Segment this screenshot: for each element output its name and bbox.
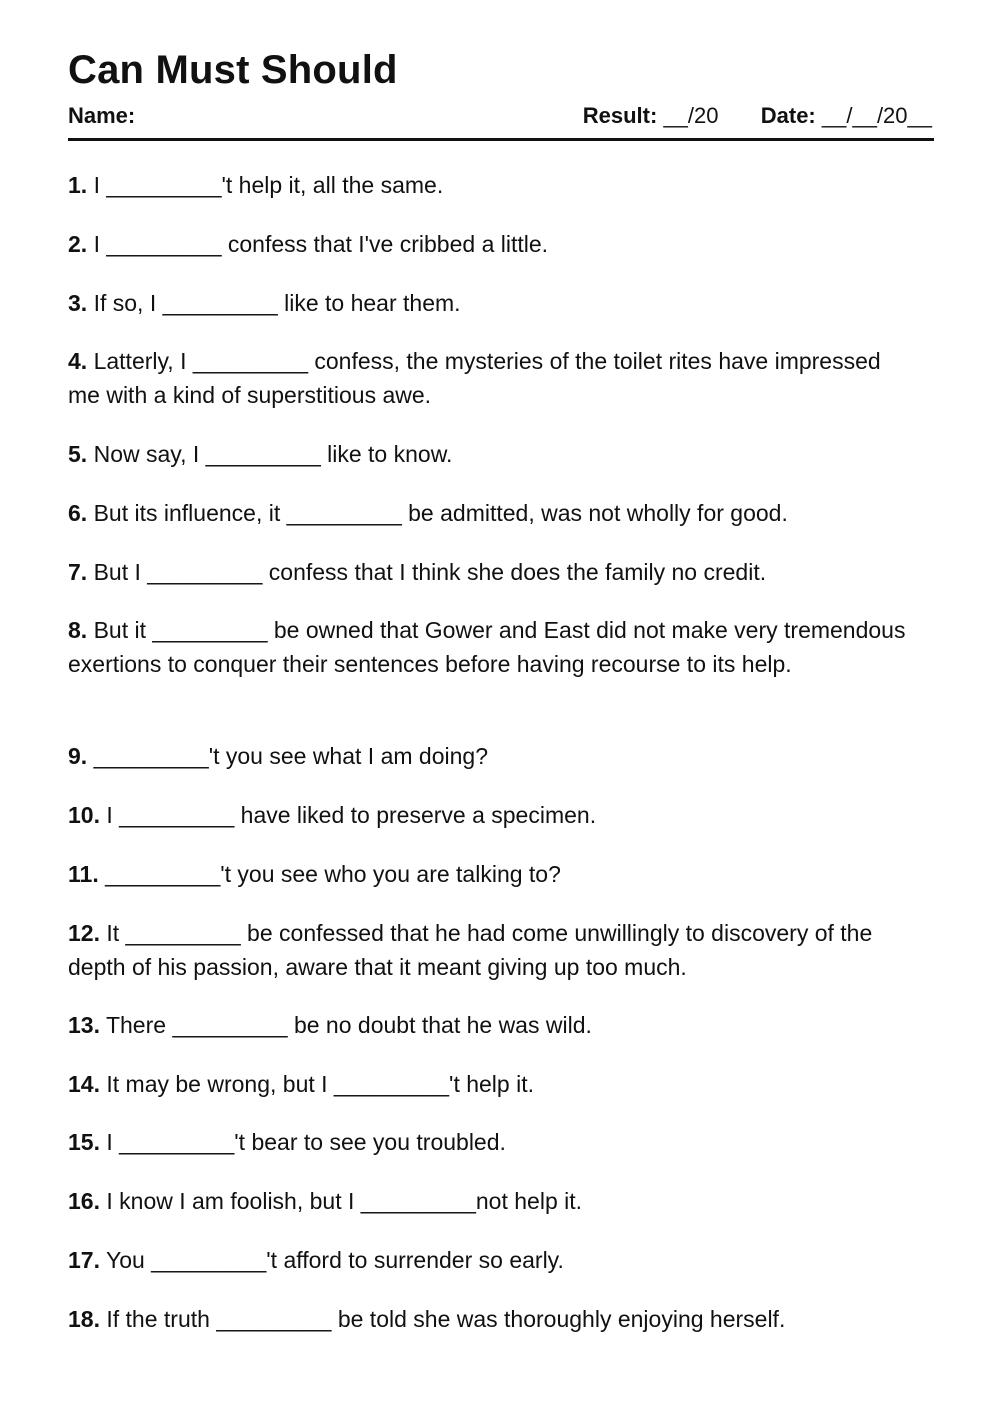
question-number: 8. [68, 617, 88, 643]
question-number: 14. [68, 1071, 100, 1097]
question-item [68, 798, 916, 832]
question-text: I _________'t bear to see you troubled. [106, 1129, 506, 1155]
question-item [68, 555, 916, 589]
question-number: 13. [68, 1012, 100, 1038]
question-item [68, 1184, 916, 1218]
question-number: 5. [68, 441, 88, 467]
question-number: 12. [68, 920, 100, 946]
question-item [68, 344, 916, 412]
question-text: But its influence, it _________ be admitted, was not wholly for good. [93, 500, 788, 526]
page-title: Can Must Should [68, 48, 398, 92]
question-number: 18. [68, 1306, 100, 1332]
question-item [68, 857, 916, 891]
question-number: 1. [68, 172, 88, 198]
question-text: I _________'t help it, all the same. [93, 172, 444, 198]
question-item [68, 916, 916, 984]
question-text: There _________ be no doubt that he was wild. [105, 1012, 592, 1038]
date-value: __/__/20__ [821, 103, 932, 128]
question-number: 7. [68, 559, 88, 585]
question-text: I _________ confess that I've cribbed a little. [93, 231, 549, 257]
worksheet-header [68, 102, 934, 130]
header-divider [68, 138, 934, 141]
question-number: 4. [68, 348, 88, 374]
question-number: 10. [68, 802, 100, 828]
question-item [68, 286, 916, 320]
question-item [68, 496, 916, 530]
question-text: It may be wrong, but I _________'t help it. [106, 1071, 534, 1097]
question-item [68, 739, 916, 773]
question-number: 17. [68, 1247, 100, 1273]
result-value: __/20 [663, 103, 719, 128]
question-text: If the truth _________ be told she was thoroughly enjoying herself. [106, 1306, 786, 1332]
question-item [68, 1243, 916, 1277]
question-number: 16. [68, 1188, 100, 1214]
question-number: 11. [68, 861, 99, 887]
question-number: 2. [68, 231, 88, 257]
question-text: Now say, I _________ like to know. [93, 441, 453, 467]
question-text: I know I am foolish, but I _________not help it. [106, 1188, 583, 1214]
result-label: Result: [582, 103, 658, 128]
question-text: Latterly, I _________ confess, the mysteries of the toilet rites have impressed me with a kind of superstitious awe. [68, 348, 881, 408]
result-date-group [583, 102, 932, 130]
question-item [68, 1067, 916, 1101]
question-text: _________'t you see what I am doing? [93, 743, 488, 769]
question-item [68, 1008, 916, 1042]
question-item [68, 227, 916, 261]
question-number: 15. [68, 1129, 100, 1155]
question-text: You _________'t afford to surrender so early. [105, 1247, 564, 1273]
question-item [68, 613, 916, 681]
question-text: But it _________ be owned that Gower and East did not make very tremendous exertions to conquer their sentences before having recourse to its help. [68, 617, 906, 677]
question-text: But I _________ confess that I think she does the family no credit. [93, 559, 767, 585]
question-number: 9. [68, 743, 88, 769]
question-text: If so, I _________ like to hear them. [93, 290, 461, 316]
question-item [68, 437, 916, 471]
question-item [68, 1302, 916, 1336]
question-number: 6. [68, 500, 88, 526]
question-text: It _________ be confessed that he had come unwillingly to discovery of the depth of his passion, aware that it meant giving up too much. [68, 920, 873, 980]
question-text: I _________ have liked to preserve a specimen. [106, 802, 597, 828]
question-text: _________'t you see who you are talking to? [105, 861, 561, 887]
question-number: 3. [68, 290, 88, 316]
name-label: Name: [68, 103, 136, 128]
question-item [68, 1125, 916, 1159]
date-label: Date: [760, 103, 816, 128]
question-item [68, 168, 916, 202]
